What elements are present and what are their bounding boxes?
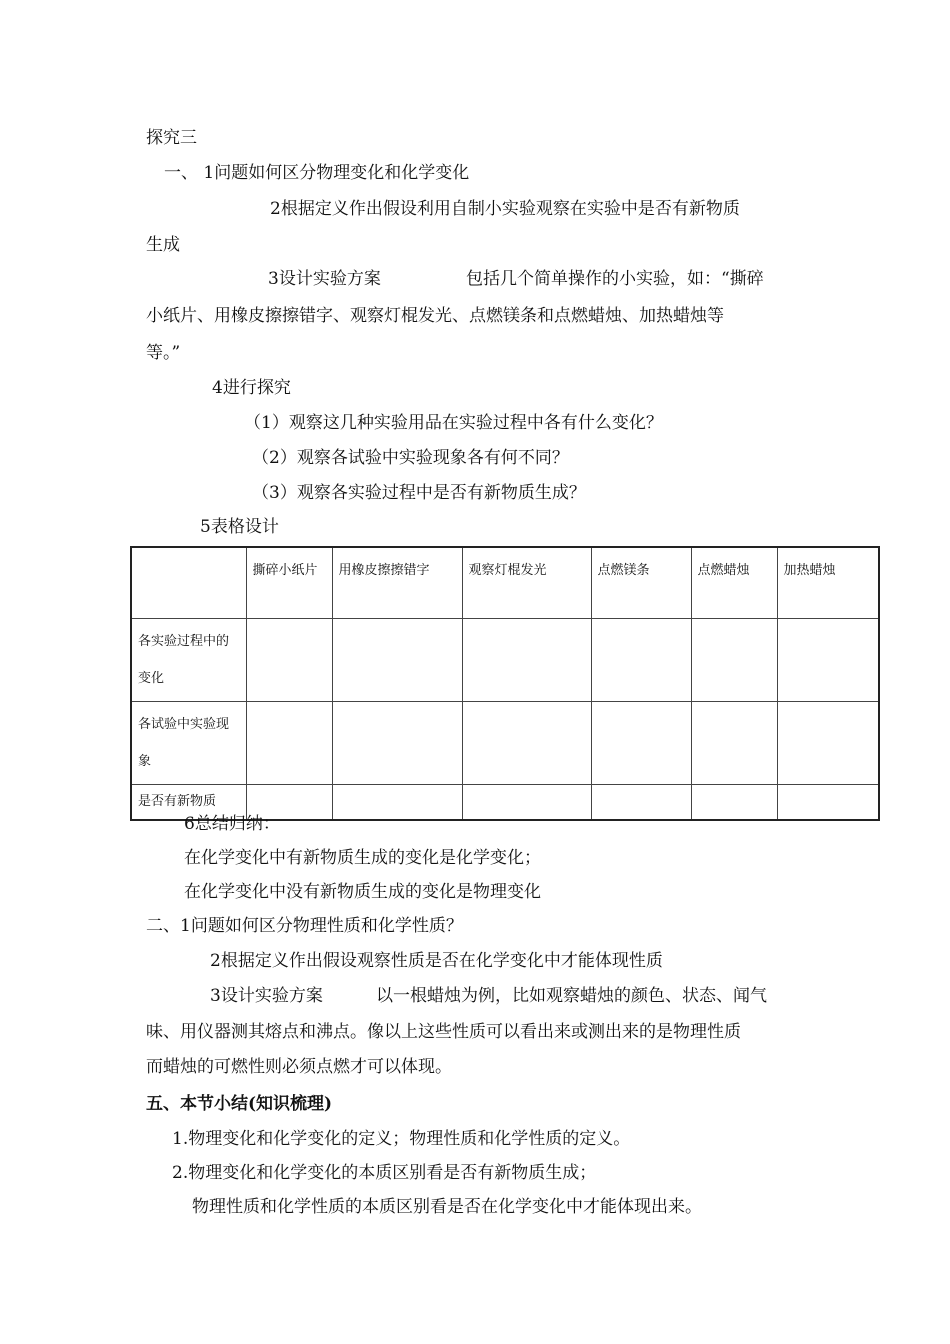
- part2-step3-line3: 而蜡烛的可燃性则必须点燃才可以体现。: [146, 1057, 452, 1077]
- part1-step4: 4进行探究: [212, 378, 291, 398]
- table-row-label: 是否有新物质: [131, 785, 246, 821]
- part2-step1: 二、1问题如何区分物理性质和化学性质？: [146, 916, 463, 936]
- table-header-cell: [131, 547, 246, 619]
- part1-step3-line3: 等。”: [146, 343, 181, 363]
- part1-step5: 5表格设计: [200, 517, 279, 537]
- part1-step1: 一、 1问题如何区分物理变化和化学变化: [164, 163, 470, 183]
- part1-step2-line2: 生成: [146, 235, 180, 255]
- summary-line-2: 在化学变化中没有新物质生成的变化是物理变化: [184, 882, 541, 902]
- table-cell: [691, 619, 777, 702]
- table-header-cell: 撕碎小纸片: [246, 547, 332, 619]
- table-header-cell: 加热蜡烛: [777, 547, 879, 619]
- table-cell: [246, 702, 332, 785]
- table-header-row: [131, 547, 879, 619]
- table-cell: [462, 785, 591, 821]
- table-cell: [591, 785, 691, 821]
- table-header-cell: 点燃镁条: [591, 547, 691, 619]
- part2-step3-label: 3设计实验方案: [210, 986, 323, 1006]
- table-cell: [777, 702, 879, 785]
- part1-question-3: （3）观察各实验过程中是否有新物质生成？: [252, 483, 586, 503]
- table-header-cell: 观察灯棍发光: [462, 547, 591, 619]
- table-cell: [591, 619, 691, 702]
- table-row-label: 各实验过程中的变化: [131, 619, 246, 702]
- summary-line-1: 在化学变化中有新物质生成的变化是化学变化；: [184, 848, 541, 868]
- part1-step3-label: 3设计实验方案: [268, 269, 381, 289]
- part2-step3-line2: 味、用仪器测其熔点和沸点。像以上这些性质可以看出来或测出来的是物理性质: [146, 1022, 741, 1042]
- part1-step3-text: 包括几个简单操作的小实验，如：“撕碎: [466, 269, 764, 289]
- table-row: [131, 702, 879, 785]
- table-cell: [332, 619, 462, 702]
- table-cell: [246, 619, 332, 702]
- section-heading: 探究三: [146, 128, 197, 148]
- table-header-cell: 点燃蜡烛: [691, 547, 777, 619]
- table-row-label: 各试验中实验现象: [131, 702, 246, 785]
- part1-step2-line1: 2根据定义作出假设利用自制小实验观察在实验中是否有新物质: [270, 199, 740, 219]
- part1-question-1: （1）观察这几种实验用品在实验过程中各有什么变化？: [244, 413, 663, 433]
- section5-item-1: 1.物理变化和化学变化的定义；物理性质和化学性质的定义。: [172, 1129, 631, 1149]
- part2-step2: 2根据定义作出假设观察性质是否在化学变化中才能体现性质: [210, 951, 663, 971]
- table-cell: [332, 702, 462, 785]
- section5-item-2-cont: 物理性质和化学性质的本质区别看是否在化学变化中才能体现出来。: [192, 1197, 702, 1217]
- table-cell: [462, 619, 591, 702]
- summary-step6: 6总结归纳：: [184, 814, 280, 834]
- table-row: [131, 619, 879, 702]
- table-cell: [777, 785, 879, 821]
- part1-step3-line2: 小纸片、用橡皮擦擦错字、观察灯棍发光、点燃镁条和点燃蜡烛、加热蜡烛等: [146, 306, 724, 326]
- table-cell: [691, 785, 777, 821]
- part2-step3-text: 以一根蜡烛为例，比如观察蜡烛的颜色、状态、闻气: [376, 986, 767, 1006]
- section5-heading: 五、本节小结(知识梳理): [146, 1094, 333, 1114]
- table-cell: [777, 619, 879, 702]
- experiment-table: [130, 546, 880, 821]
- table-cell: [462, 702, 591, 785]
- table-cell: [591, 702, 691, 785]
- table-cell: [691, 702, 777, 785]
- part1-question-2: （2）观察各试验中实验现象各有何不同？: [252, 448, 569, 468]
- table-cell: [332, 785, 462, 821]
- section5-item-2: 2.物理变化和化学变化的本质区别看是否有新物质生成；: [172, 1163, 597, 1183]
- table-header-cell: 用橡皮擦擦错字: [332, 547, 462, 619]
